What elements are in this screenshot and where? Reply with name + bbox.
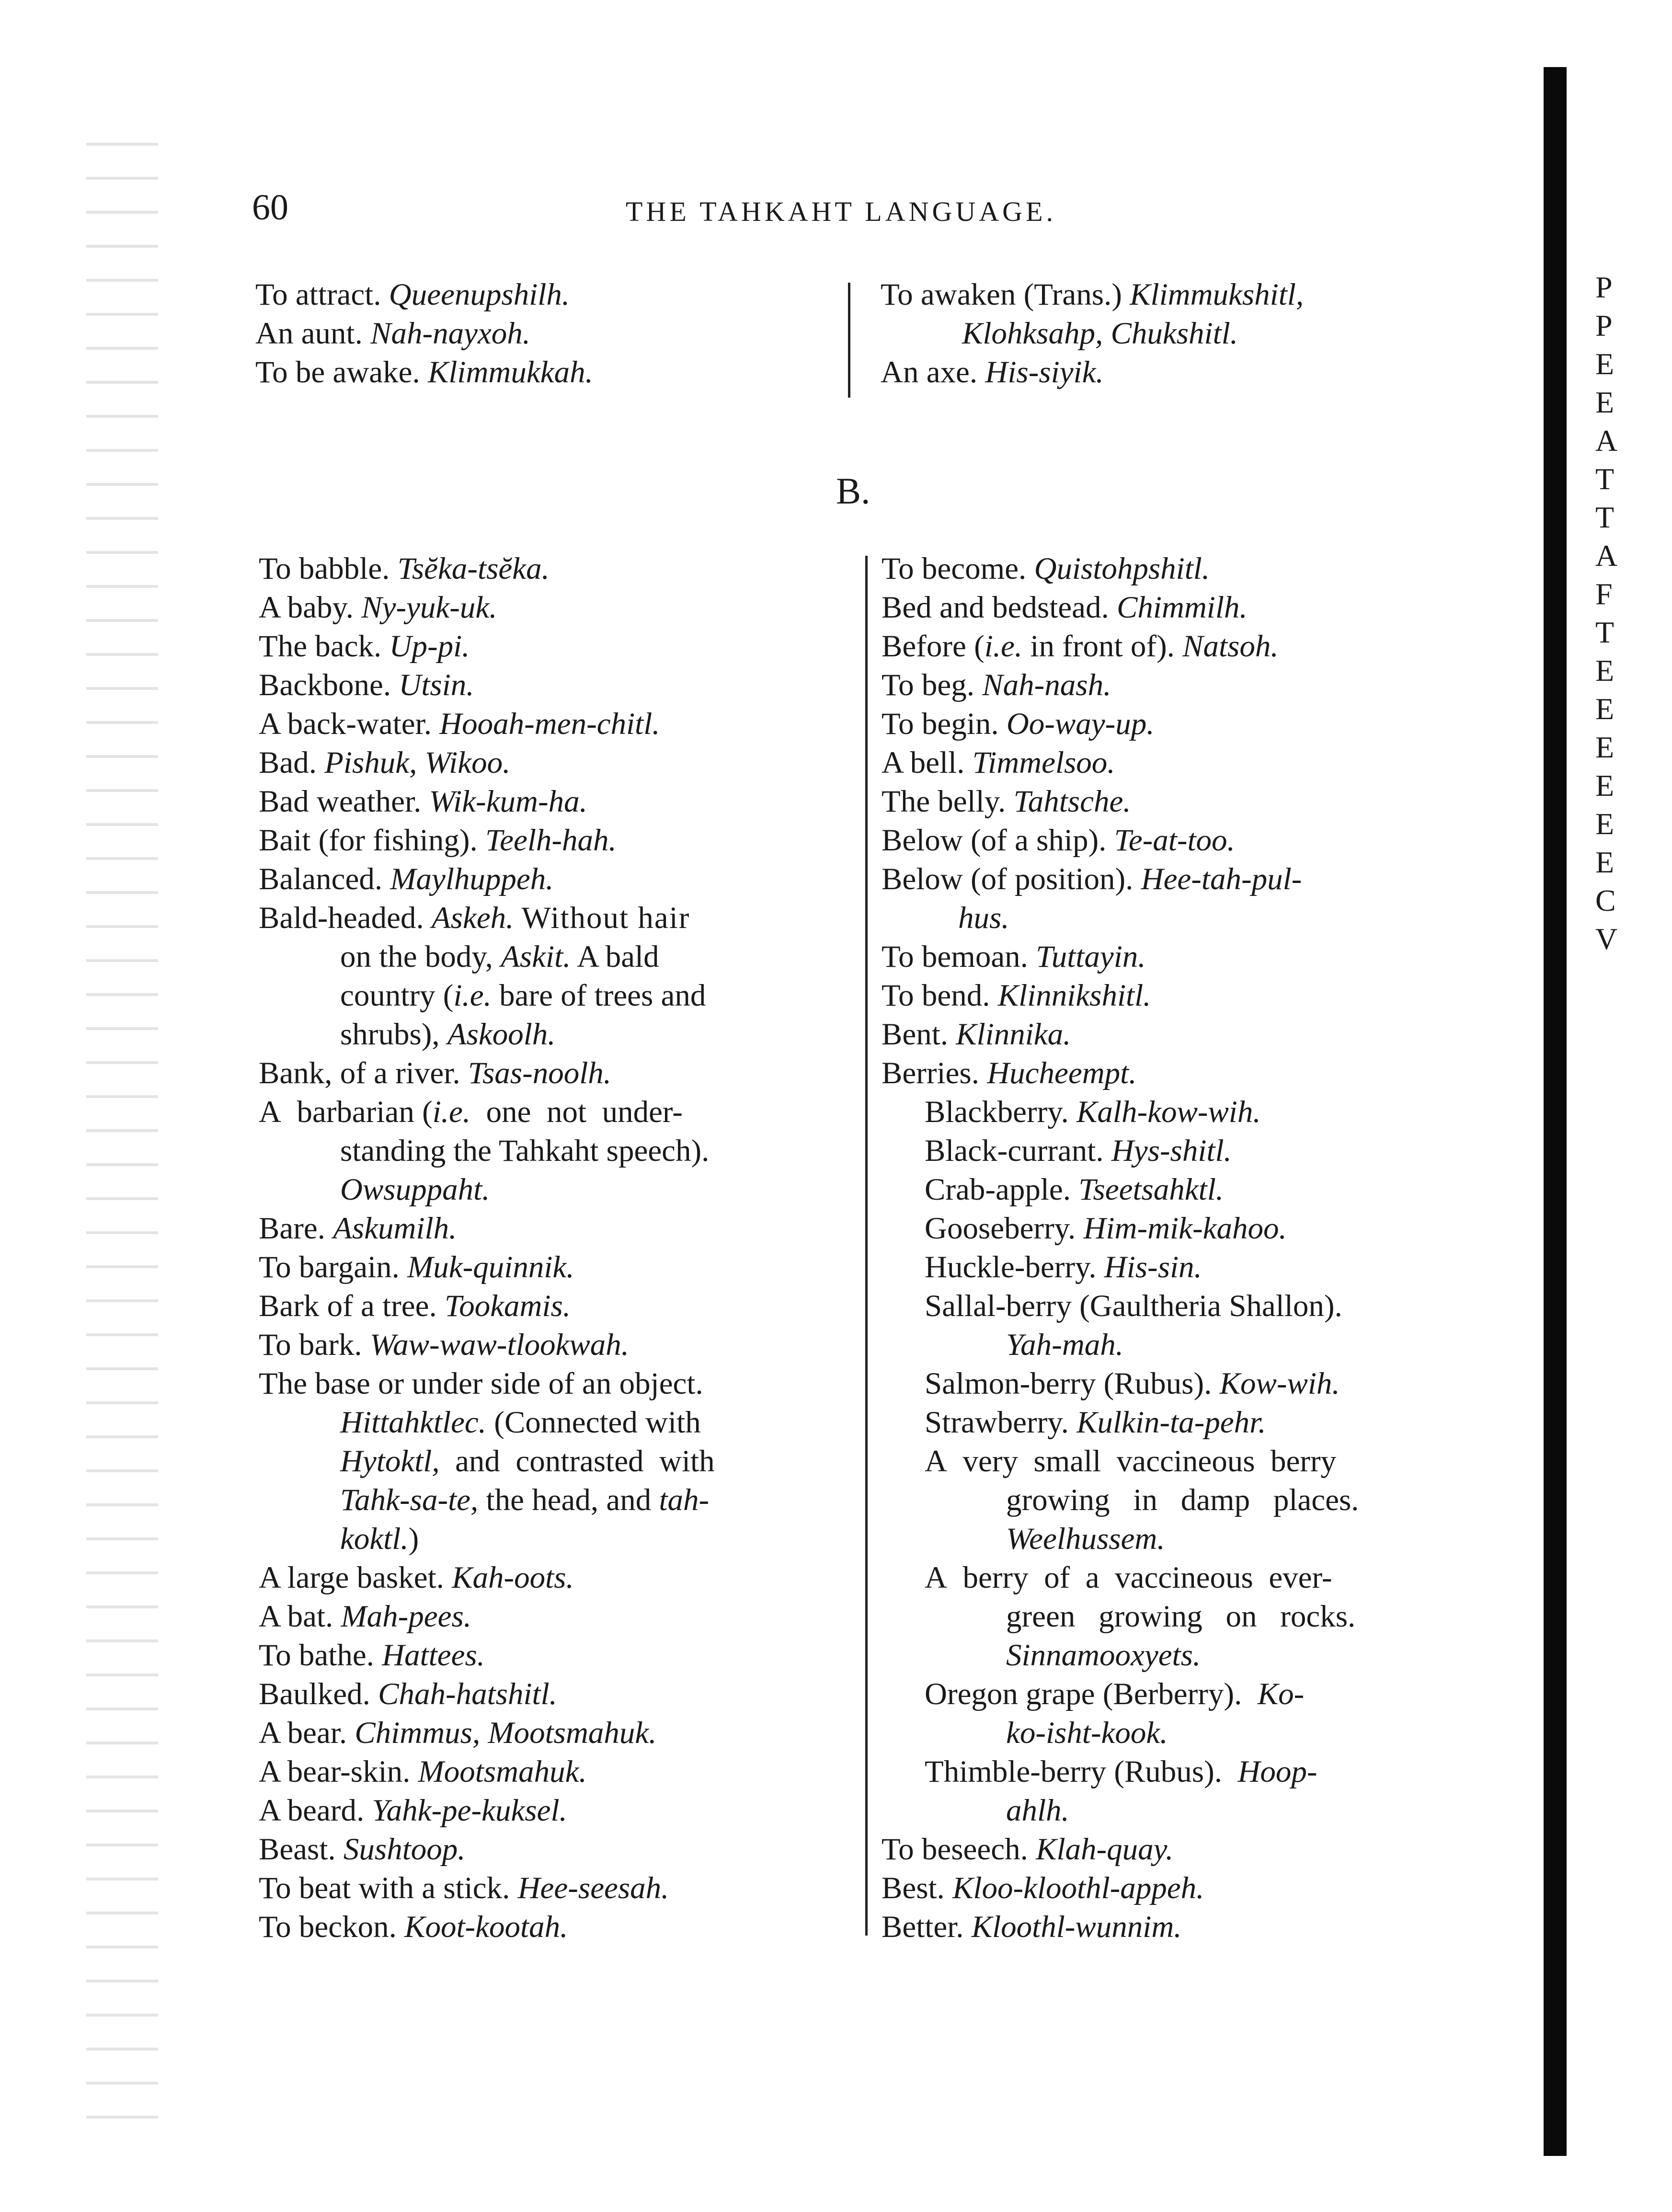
entry: To babble. Tsĕka-tsĕka. [259, 551, 550, 586]
bleed-letter: A [1595, 539, 1618, 573]
bleed-letter: E [1595, 653, 1615, 688]
entry: To become. Quistohpshitl. [882, 551, 1210, 586]
entry: Bent. Klinnika. [882, 1017, 1071, 1052]
entry: An aunt. Nah-nayxoh. [255, 316, 531, 351]
entry: To beseech. Klah-quay. [882, 1832, 1174, 1867]
entry: To beg. Nah-nash. [882, 668, 1111, 702]
entry: Bad. Pishuk, Wikoo. [259, 745, 511, 780]
entry: To awaken (Trans.) Klimmukshitl, [881, 277, 1304, 312]
entry-continuation: ahlh. [1006, 1793, 1069, 1828]
page-number: 60 [252, 187, 288, 228]
entry: Better. Kloothl-wunnim. [882, 1910, 1182, 1944]
entry: Baulked. Chah-hatshitl. [259, 1677, 557, 1711]
entry: Beast. Sushtoop. [259, 1832, 466, 1867]
entry: Strawberry. Kulkin-ta-pehr. [925, 1405, 1266, 1440]
entry-continuation: hus. [958, 901, 1009, 935]
bleed-letter: E [1595, 385, 1615, 419]
scan-edge-bar [1544, 67, 1567, 2156]
entry: An axe. His-siyik. [881, 355, 1104, 390]
entry-base: The base or under side of an object. [259, 1366, 703, 1401]
bleed-letter: T [1595, 615, 1615, 649]
entry: To bemoan. Tuttayin. [882, 940, 1146, 974]
bleed-letter: C [1595, 883, 1616, 917]
entry-continuation: on the body, Askit. A bald [340, 940, 659, 974]
entry-continuation: Sinnamooxyets. [1006, 1638, 1201, 1673]
entry-continuation: country (i.e. bare of trees and [340, 978, 706, 1013]
entry-barbarian: A barbarian (i.e. one not under- [259, 1095, 683, 1129]
entry-continuation: Yah-mah. [1006, 1328, 1124, 1362]
bleed-letter: A [1595, 424, 1618, 458]
entry: A bear-skin. Mootsmahuk. [259, 1754, 587, 1789]
entry: A beard. Yahk-pe-kuksel. [259, 1793, 567, 1828]
entry: Bare. Askumilh. [259, 1211, 457, 1246]
bleed-letter: T [1595, 462, 1615, 496]
entry: Bed and bedstead. Chimmilh. [882, 590, 1248, 625]
page-header [252, 187, 1114, 230]
bleed-letter: E [1595, 768, 1615, 802]
entry: Below (of a ship). Te-at-too. [882, 823, 1235, 858]
entry: To bark. Waw-waw-tlookwah. [259, 1328, 630, 1362]
entry-continuation: Owsuppaht. [340, 1172, 490, 1207]
bleed-letter: E [1595, 845, 1615, 879]
entry: Huckle-berry. His-sin. [925, 1250, 1202, 1284]
entry: To beat with a stick. Hee-seesah. [259, 1871, 669, 1905]
running-title: THE TAHKAHT LANGUAGE. [626, 196, 1056, 227]
column-rule [848, 283, 850, 398]
a-section-right [881, 275, 1479, 392]
entry: Blackberry. Kalh-kow-wih. [925, 1095, 1261, 1129]
entry: Best. Kloo-kloothl-appeh. [882, 1871, 1204, 1905]
a-section-left [255, 275, 806, 392]
bleed-letter: E [1595, 692, 1615, 726]
bleed-letter: P [1595, 309, 1613, 343]
bleed-letter: F [1595, 577, 1613, 611]
entry: Bad weather. Wik-kum-ha. [259, 784, 587, 819]
bleed-letter: E [1595, 807, 1615, 841]
berries-sublist [882, 1093, 1485, 1830]
entry-bald-headed: Bald-headed. Askeh. Without hair [259, 901, 690, 935]
section-letter: B. [836, 470, 870, 512]
entry: To beckon. Koot-kootah. [259, 1910, 568, 1944]
entry: To bathe. Hattees. [259, 1638, 485, 1673]
entry: Bait (for fishing). Teelh-hah. [259, 823, 617, 858]
entry-continuation: shrubs), Askoolh. [340, 1017, 556, 1052]
entry-continuation: Klohksahp, Chukshitl. [962, 316, 1238, 351]
entry-continuation: green growing on rocks. [1006, 1599, 1356, 1634]
scan-margin-specks [86, 125, 158, 2137]
entry-sallal: Sallal-berry (Gaultheria Shallon). [925, 1289, 1342, 1323]
entry: To attract. Queenupshilh. [255, 277, 570, 312]
left-column [259, 550, 841, 1947]
entry-oregon: Oregon grape (Berberry). Ko- [925, 1677, 1305, 1711]
entry-continuation: Hittahktlec. (Connected with [340, 1405, 701, 1440]
bleed-letter: V [1595, 922, 1618, 956]
entry: Crab-apple. Tseetsahktl. [925, 1172, 1224, 1207]
entry: To be awake. Klimmukkah. [255, 355, 593, 390]
right-column [882, 550, 1485, 1947]
entry-below-position: Below (of position). Hee-tah-pul- [882, 862, 1302, 896]
entry: A bat. Mah-pees. [259, 1599, 472, 1634]
entry: A bear. Chimmus, Mootsmahuk. [259, 1716, 657, 1750]
entry: Bank, of a river. Tsas-noolh. [259, 1056, 612, 1090]
entry: To bargain. Muk-quinnik. [259, 1250, 574, 1284]
entry-continuation: Weelhussem. [1006, 1522, 1165, 1556]
entry-small-berry: A very small vaccineous berry [925, 1444, 1337, 1478]
entry-continuation: growing in damp places. [1006, 1483, 1359, 1517]
bleed-letter: E [1595, 730, 1615, 764]
column-rule [865, 556, 868, 1936]
entry: The back. Up-pi. [259, 629, 470, 664]
entry: The belly. Tahtsche. [882, 784, 1131, 819]
entry: A back-water. Hooah-men-chitl. [259, 707, 660, 741]
entry: Bark of a tree. Tookamis. [259, 1289, 571, 1323]
entry: Salmon-berry (Rubus). Kow-wih. [925, 1366, 1340, 1401]
entry: A large basket. Kah-oots. [259, 1560, 574, 1595]
entry: To bend. Klinnikshitl. [882, 978, 1151, 1013]
bleed-letter: T [1595, 500, 1615, 534]
entry-continuation: koktl.) [340, 1522, 419, 1556]
facing-page-bleed-letters [1595, 268, 1653, 958]
entry-before: Before (i.e. in front of). Natsoh. [882, 629, 1279, 664]
entry: Balanced. Maylhuppeh. [259, 862, 554, 896]
entry: To begin. Oo-way-up. [882, 707, 1155, 741]
entry: A bell. Timmelsoo. [882, 745, 1115, 780]
entry: Black-currant. Hys-shitl. [925, 1134, 1232, 1168]
entry-continuation: standing the Tahkaht speech). [340, 1134, 710, 1168]
entry-evergreen: A berry of a vaccineous ever- [925, 1560, 1332, 1595]
entry: Berries. Hucheempt. [882, 1056, 1137, 1090]
entry-continuation: ko-isht-kook. [1006, 1716, 1168, 1750]
bleed-letter: E [1595, 347, 1615, 381]
entry-continuation: Tahk-sa-te, the head, and tah- [340, 1483, 710, 1517]
entry-continuation: Hytoktl, and contrasted with [340, 1444, 715, 1478]
entry: Gooseberry. Him-mik-kahoo. [925, 1211, 1287, 1246]
entry: Backbone. Utsin. [259, 668, 474, 702]
bleed-letter: P [1595, 270, 1613, 304]
entry-thimble: Thimble-berry (Rubus). Hoop- [925, 1754, 1317, 1789]
entry: A baby. Ny-yuk-uk. [259, 590, 497, 625]
